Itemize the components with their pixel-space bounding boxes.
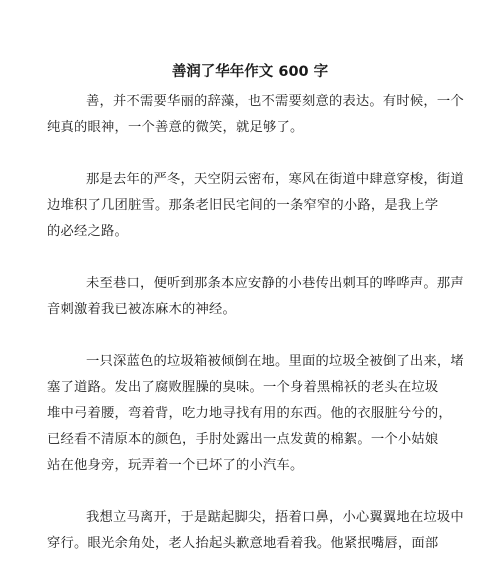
paragraph-3-line-2: 音刺激着我已被冻麻木的神经。 [47, 302, 236, 317]
paragraph-4-line-3: 堆中弓着腰，弯着背，吃力地寻找有用的东西。他的衣服脏兮兮的， [47, 406, 452, 421]
paragraph-5-line-2: 穿行。眼光余角处，老人抬起头歉意地看着我。他紧抿嘴唇，面部 [47, 536, 439, 551]
paragraph-2-line-2: 边堆积了几团脏雪。那条老旧民宅间的一条窄窄的小路，是我上学 [47, 198, 439, 213]
paragraph-4-line-4: 已经看不清原本的颜色，手肘处露出一点发黄的棉絮。一个小姑娘 [47, 432, 439, 447]
document-title: 善润了华年作文 600 字 [171, 64, 329, 80]
paragraph-3-line-1: 未至巷口，便听到那条本应安静的小巷传出刺耳的哗哗声。那声 [86, 276, 464, 291]
paragraph-1-line-2: 纯真的眼神，一个善意的微笑，就足够了。 [47, 120, 304, 135]
paragraph-4-line-1: 一只深蓝色的垃圾箱被倾倒在地。里面的垃圾全被倒了出来，堵 [86, 354, 464, 369]
paragraph-2-line-3: 的必经之路。 [47, 224, 128, 239]
paragraph-4-line-2: 塞了道路。发出了腐败腥臊的臭味。一个身着黑棉袄的老头在垃圾 [47, 380, 439, 395]
paragraph-1-line-1: 善，并不需要华丽的辞藻，也不需要刻意的表达。有时候，一个 [86, 94, 464, 109]
paragraph-5-line-1: 我想立马离开，于是踮起脚尖，捂着口鼻，小心翼翼地在垃圾中 [86, 510, 464, 525]
paragraph-4-line-5: 站在他身旁，玩弄着一个已坏了的小汽车。 [47, 458, 304, 473]
paragraph-2-line-1: 那是去年的严冬，天空阴云密布，寒风在街道中肆意穿梭，街道 [86, 172, 464, 187]
